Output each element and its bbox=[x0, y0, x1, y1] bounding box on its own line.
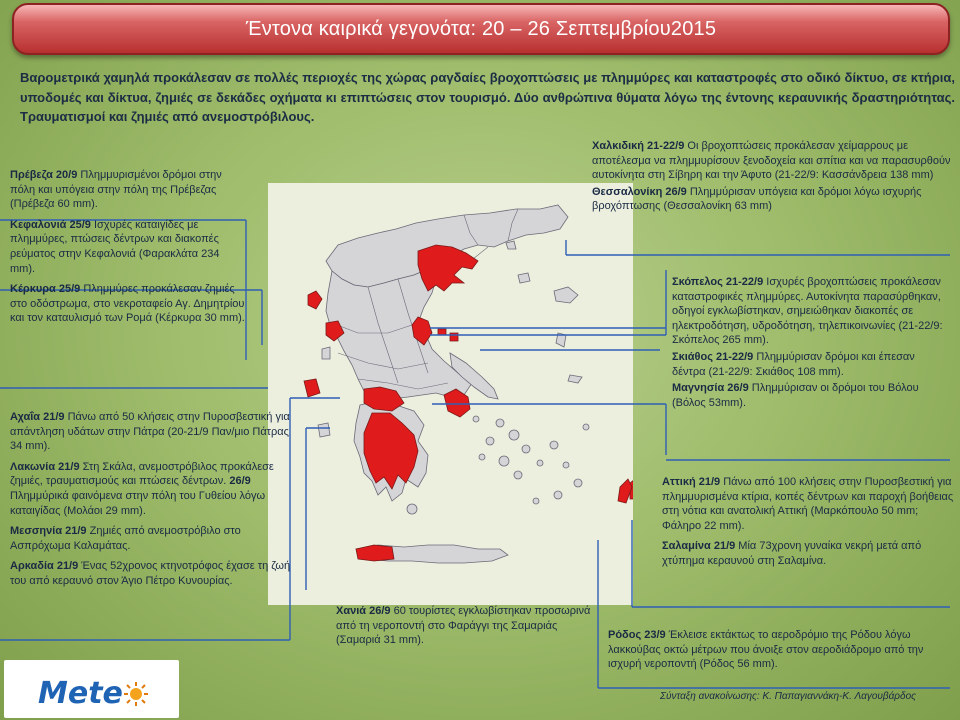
island-samos bbox=[568, 375, 582, 383]
island-thasos bbox=[506, 241, 516, 249]
events-right-top bbox=[592, 139, 958, 220]
affected-skiathos bbox=[438, 329, 446, 335]
island-lefkada bbox=[322, 347, 330, 359]
page-title: Έντονα καιρικά γεγονότα: 20 – 26 Σεπτεμβρίου2015 bbox=[245, 17, 717, 40]
affected-thessaloniki-chalkidiki bbox=[418, 245, 478, 291]
event-messinia: Μεσσηνία 21/9 Ζημιές από ανεμοστρόβιλο στο Ασπρόχωμα Καλαμάτας. bbox=[10, 525, 241, 552]
event-achaia: Αχαΐα 21/9 Πάνω από 50 κλήσεις στην Πυροσβεστική για απάντληση υδάτων στην Πάτρα (20-21/9 Παν/μιο Πάτρας 34 mm). bbox=[10, 411, 290, 453]
island-lesvos bbox=[554, 287, 578, 303]
island-lemnos bbox=[518, 273, 530, 283]
events-left-bottom bbox=[10, 410, 300, 595]
island-chios bbox=[556, 333, 566, 347]
sun-icon bbox=[123, 681, 149, 707]
event-attiki: Αττική 21/9 Πάνω από 100 κλήσεις στην Πυροσβεστική για πλημμυρισμένα κτίρια, κοπές δέντρων και παροχή βοήθειας στη νότια και ανατολική Αττική (Μαρκόπουλο 50 mm; Φάληρο 22 mm). bbox=[662, 476, 954, 532]
event-kerkyra: Κέρκυρα 25/9 Πλημμύρες προκάλεσαν ζημιές στο οδόστρωμα, στο νεκροταφείο Αγ. Δημητρίου και τον καταυλισμό των Ρομά (Κέρκυρα 30 mm). bbox=[10, 283, 245, 325]
event-chania: Χανιά 26/9 60 τουρίστες εγκλωβίστηκαν προσωρινά από τη νεροποντή στο Φαράγγι της Σαμαριάς (Σαμαριά 31 mm). bbox=[336, 605, 591, 647]
greece-map bbox=[268, 183, 633, 605]
event-skiathos: Σκιάθος 21-22/9 Πλημμύρισαν δρόμοι και έπεσαν δέντρα (21-22/9: Σκιάθος 108 mm). bbox=[672, 350, 915, 378]
event-rodos: Ρόδος 23/9 Έκλεισε εκτάκτως το αεροδρόμιο της Ρόδου λόγω λακκούβας οκτώ μέτρων που άνοιξε στον αεροδιάδρομο από την ισχυρή νεροποντή (Ρόδος 56 mm). bbox=[608, 629, 924, 671]
event-lakonia: Λακωνία 21/9 Στη Σκάλα, ανεμοστρόβιλος προκάλεσε ζημιές, τραυματισμούς και πτώσεις δέντρων. 26/9 Πλημμύρικά φαινόμενα στην πόλη του Γυθείου λόγω καταιγίδας (Μολάοι 29 mm). bbox=[10, 460, 274, 517]
event-magnisia: Μαγνησία 26/9 Πλημμύρισαν οι δρόμοι του Βόλου (Βόλος 53mm). bbox=[672, 382, 919, 409]
affected-attiki bbox=[444, 389, 470, 417]
events-right-middle bbox=[672, 275, 950, 416]
affected-skopelos bbox=[450, 333, 458, 341]
event-skopelos: Σκόπελος 21-22/9 Ισχυρές βροχοπτώσεις προκάλεσαν καταστροφικές πλημμύρες. Αυτοκίνητα παρασύρθηκαν, οδηγοί εγκλωβίστηκαν, σημειώθηκαν διακοπές σε ηλεκτροδότηση, υδροδότηση, τηλεπικοινωνίες (21-22/9: Σκόπελος 265 mm). bbox=[672, 276, 943, 347]
events-left-top bbox=[10, 168, 245, 332]
affected-kerkyra bbox=[308, 291, 322, 309]
event-chalkidiki: Χαλκιδική 21-22/9 Οι βροχοπτώσεις προκάλεσαν χείμαρρους με αποτέλεσμα να πλημμυρίσουν ξενοδοχεία και σπίτια και να παρασυρθούν αυτοκίνητα στη Σίβηρη και την Άφυτο (21-22/9: Κασσάνδρεια 138 mm) bbox=[592, 140, 951, 182]
event-kefalonia: Κεφαλονιά 25/9 Ισχυρές καταιγίδες με πλημμύρες, πτώσεις δέντρων και διακοπές ρεύματος στην Κεφαλονιά (Φαρακλάτα 234 mm). bbox=[10, 218, 220, 275]
event-salamina: Σαλαμίνα 21/9 Μία 73χρονη γυναίκα νεκρή μετά από χτύπημα κεραυνού στη Σαλαμίνα. bbox=[662, 540, 922, 567]
event-thessaloniki: Θεσσαλονίκη 26/9 Πλημμύρισαν υπόγεια και δρόμοι λόγω ισχυρής βροχόπτωσης (Θεσσαλονίκη 63 mm) bbox=[592, 185, 922, 213]
intro-paragraph: Βαρομετρικά χαμηλά προκάλεσαν σε πολλές περιοχές της χώρας ραγδαίες βροχοπτώσεις με πλημμύρες και καταστροφές στο οδικό δίκτυο, σε κτήρια, υποδομές και δίκτυα, ζημιές σε δεκάδες οχήματα κι επιπτώσεις στον τουρισμό. Δύο ανθρώπινα θύματα λόγω της έντονης κεραυνικής δραστηριότητας. Τραυματισμοί και ζημιές από ανεμοστρόβιλους. bbox=[20, 70, 955, 124]
title-banner bbox=[12, 3, 950, 55]
events-right-lower bbox=[662, 475, 954, 575]
affected-chania bbox=[356, 545, 394, 561]
affected-kefalonia bbox=[304, 379, 320, 397]
credit-line: Σύνταξη ανακοίνωσης: Κ. Παπαγιαννάκη-Κ. Λαγουβάρδος bbox=[660, 691, 917, 702]
event-preveza: Πρέβεζα 20/9 Πλημμυρισμένοι δρόμοι στην πόλη και υπόγεια στην πόλη της Πρέβεζας (Πρέβεζα 60 mm). bbox=[10, 169, 222, 211]
meteo-logo: Mete bbox=[38, 676, 149, 711]
events-bottom-center bbox=[336, 604, 594, 654]
events-bottom-right bbox=[608, 628, 958, 678]
event-arkadia: Αρκαδία 21/9 Ένας 52χρονος κτηνοτρόφος έχασε τη ζωή του από κεραυνό στον Άγιο Πέτρο Κυνουρίας. bbox=[10, 560, 291, 587]
island-zakynthos bbox=[318, 423, 330, 437]
